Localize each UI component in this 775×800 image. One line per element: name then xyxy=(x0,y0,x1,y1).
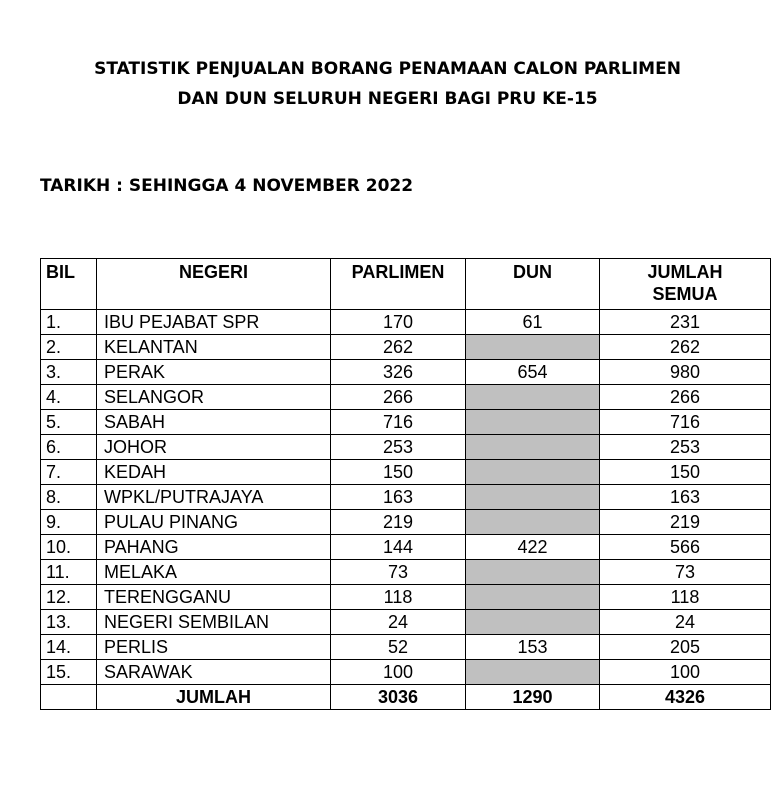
cell-negeri: JOHOR xyxy=(97,435,331,460)
cell-dun: 654 xyxy=(466,360,600,385)
table-row xyxy=(41,635,771,660)
cell-negeri: PULAU PINANG xyxy=(97,510,331,535)
cell-negeri: MELAKA xyxy=(97,560,331,585)
cell-jumlah: 163 xyxy=(600,485,771,510)
cell-jumlah: 150 xyxy=(600,460,771,485)
cell-parlimen: 262 xyxy=(331,335,466,360)
cell-parlimen: 73 xyxy=(331,560,466,585)
cell-dun xyxy=(466,660,600,685)
table-row xyxy=(41,560,771,585)
cell-bil: 10. xyxy=(41,535,97,560)
cell-bil: 3. xyxy=(41,360,97,385)
table-body xyxy=(41,310,771,710)
cell-dun xyxy=(466,385,600,410)
cell-negeri: KELANTAN xyxy=(97,335,331,360)
cell-parlimen: 144 xyxy=(331,535,466,560)
cell-bil: 2. xyxy=(41,335,97,360)
header-negeri: NEGERI xyxy=(97,259,331,310)
cell-bil: 4. xyxy=(41,385,97,410)
cell-negeri: PERAK xyxy=(97,360,331,385)
cell-jumlah: 73 xyxy=(600,560,771,585)
cell-parlimen: 326 xyxy=(331,360,466,385)
cell-parlimen: 100 xyxy=(331,660,466,685)
cell-negeri: WPKL/PUTRAJAYA xyxy=(97,485,331,510)
cell-jumlah: 24 xyxy=(600,610,771,635)
header-dun: DUN xyxy=(466,259,600,310)
cell-dun xyxy=(466,510,600,535)
cell-bil: 7. xyxy=(41,460,97,485)
cell-parlimen: 253 xyxy=(331,435,466,460)
cell-bil: 1. xyxy=(41,310,97,335)
cell-jumlah: 266 xyxy=(600,385,771,410)
table-row xyxy=(41,360,771,385)
table-row xyxy=(41,410,771,435)
total-jumlah: 4326 xyxy=(600,685,771,710)
table-header-row xyxy=(41,259,771,310)
cell-dun xyxy=(466,435,600,460)
document-title-line-1: STATISTIK PENJUALAN BORANG PENAMAAN CALON PARLIMEN xyxy=(94,59,681,79)
cell-jumlah: 100 xyxy=(600,660,771,685)
cell-jumlah: 231 xyxy=(600,310,771,335)
cell-parlimen: 150 xyxy=(331,460,466,485)
cell-negeri: KEDAH xyxy=(97,460,331,485)
date-line: TARIKH : SEHINGGA 4 NOVEMBER 2022 xyxy=(40,176,414,196)
cell-jumlah: 262 xyxy=(600,335,771,360)
table-row xyxy=(41,485,771,510)
cell-parlimen: 163 xyxy=(331,485,466,510)
header-jumlah-line-1: JUMLAH xyxy=(647,262,723,282)
cell-dun xyxy=(466,485,600,510)
cell-bil: 12. xyxy=(41,585,97,610)
cell-dun xyxy=(466,460,600,485)
table-row xyxy=(41,585,771,610)
total-row xyxy=(41,685,771,710)
cell-jumlah: 716 xyxy=(600,410,771,435)
total-dun: 1290 xyxy=(466,685,600,710)
cell-parlimen: 52 xyxy=(331,635,466,660)
cell-bil: 14. xyxy=(41,635,97,660)
cell-negeri: IBU PEJABAT SPR xyxy=(97,310,331,335)
table-row xyxy=(41,435,771,460)
cell-jumlah: 118 xyxy=(600,585,771,610)
cell-dun xyxy=(466,410,600,435)
header-jumlah-line-2: SEMUA xyxy=(652,284,718,304)
cell-dun xyxy=(466,610,600,635)
cell-negeri: SARAWAK xyxy=(97,660,331,685)
cell-jumlah: 205 xyxy=(600,635,771,660)
cell-parlimen: 266 xyxy=(331,385,466,410)
cell-bil: 15. xyxy=(41,660,97,685)
cell-jumlah: 219 xyxy=(600,510,771,535)
cell-dun: 61 xyxy=(466,310,600,335)
cell-jumlah: 980 xyxy=(600,360,771,385)
cell-jumlah: 253 xyxy=(600,435,771,460)
cell-bil: 8. xyxy=(41,485,97,510)
total-parlimen: 3036 xyxy=(331,685,466,710)
cell-bil: 13. xyxy=(41,610,97,635)
cell-parlimen: 170 xyxy=(331,310,466,335)
table-row xyxy=(41,310,771,335)
table-row xyxy=(41,610,771,635)
table-row xyxy=(41,535,771,560)
cell-negeri: PERLIS xyxy=(97,635,331,660)
table-row xyxy=(41,460,771,485)
cell-bil: 9. xyxy=(41,510,97,535)
table-row xyxy=(41,335,771,360)
cell-dun: 422 xyxy=(466,535,600,560)
cell-dun xyxy=(466,585,600,610)
document-title-line-2: DAN DUN SELURUH NEGERI BAGI PRU KE-15 xyxy=(177,89,598,109)
cell-dun xyxy=(466,560,600,585)
cell-bil: 5. xyxy=(41,410,97,435)
cell-negeri: NEGERI SEMBILAN xyxy=(97,610,331,635)
cell-negeri: SELANGOR xyxy=(97,385,331,410)
cell-negeri: SABAH xyxy=(97,410,331,435)
header-bil: BIL xyxy=(41,259,97,310)
cell-parlimen: 716 xyxy=(331,410,466,435)
total-label: JUMLAH xyxy=(97,685,331,710)
cell-parlimen: 118 xyxy=(331,585,466,610)
cell-negeri: PAHANG xyxy=(97,535,331,560)
cell-parlimen: 24 xyxy=(331,610,466,635)
header-jumlah-semua xyxy=(600,259,771,310)
cell-dun xyxy=(466,335,600,360)
header-parlimen: PARLIMEN xyxy=(331,259,466,310)
cell-bil: 6. xyxy=(41,435,97,460)
cell-jumlah: 566 xyxy=(600,535,771,560)
cell-bil: 11. xyxy=(41,560,97,585)
cell-parlimen: 219 xyxy=(331,510,466,535)
total-bil-empty xyxy=(41,685,97,710)
cell-negeri: TERENGGANU xyxy=(97,585,331,610)
table-row xyxy=(41,385,771,410)
statistics-table xyxy=(40,258,771,710)
table-row xyxy=(41,510,771,535)
table-row xyxy=(41,660,771,685)
cell-dun: 153 xyxy=(466,635,600,660)
